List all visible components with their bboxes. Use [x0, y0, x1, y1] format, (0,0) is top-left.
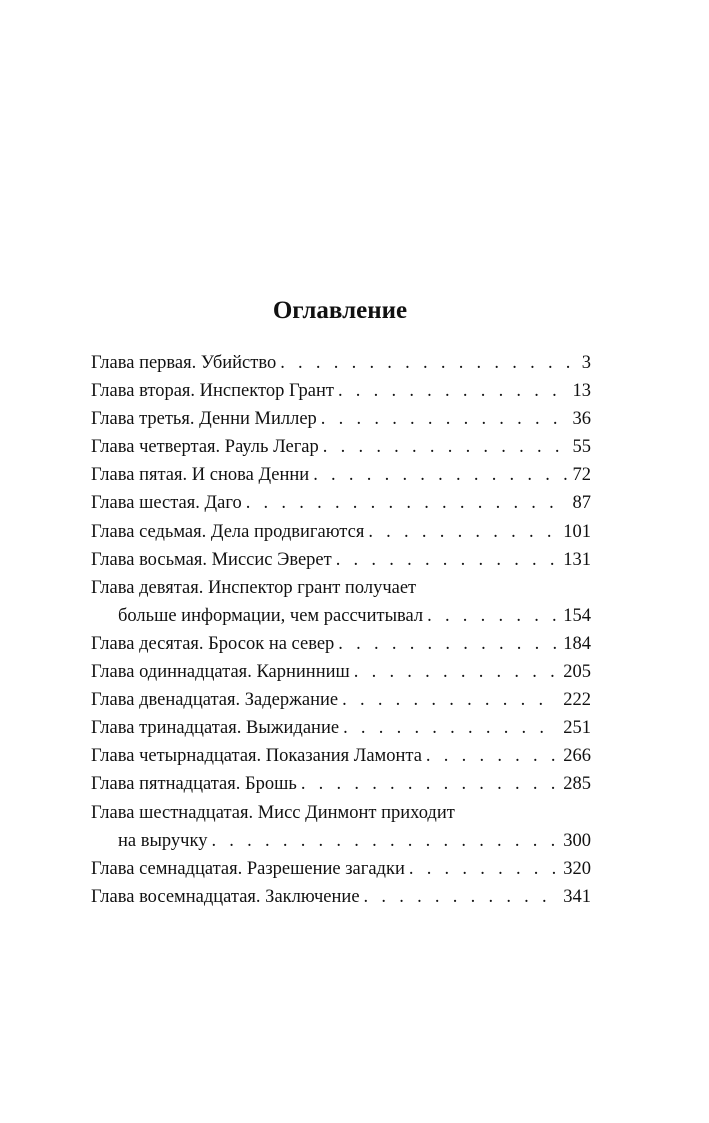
toc-entry-page: 266 — [563, 746, 591, 767]
toc-entry-page: 205 — [563, 662, 591, 683]
toc-entry-8 — [91, 546, 591, 574]
toc-entry-title: Глава третья. Денни Миллер — [91, 409, 317, 430]
toc-entry-page: 300 — [563, 830, 591, 851]
toc-entry-16 — [91, 799, 591, 855]
toc-entry-14 — [91, 742, 591, 770]
toc-entry-18 — [91, 883, 591, 911]
toc-entry-5 — [91, 461, 591, 489]
toc-entry-17 — [91, 855, 591, 883]
toc-entry-page: 285 — [563, 774, 591, 795]
toc-entry-10 — [91, 630, 591, 658]
dot-leader — [334, 630, 557, 658]
toc-entry-title: Глава пятнадцатая. Брошь — [91, 774, 297, 795]
dot-leader — [317, 405, 567, 433]
toc-entry-12 — [91, 686, 591, 714]
dot-leader — [423, 602, 557, 630]
dot-leader — [319, 433, 567, 461]
toc-entry-title: Глава седьмая. Дела продвигаются — [91, 521, 365, 542]
toc-entry-page: 131 — [563, 549, 591, 570]
toc-entry-page: 341 — [563, 886, 591, 907]
dot-leader — [422, 742, 557, 770]
dot-leader — [360, 883, 558, 911]
toc-entry-title: Глава двенадцатая. Задержание — [91, 690, 339, 711]
toc-entry-7 — [91, 518, 591, 546]
toc-entry-13 — [91, 714, 591, 742]
toc-entry-11 — [91, 658, 591, 686]
toc-entry-page: 184 — [563, 633, 591, 654]
toc-entry-3 — [91, 405, 591, 433]
toc-entry-title: Глава шестая. Даго — [91, 493, 242, 514]
dot-leader — [338, 686, 557, 714]
dot-leader — [405, 855, 557, 883]
toc-entry-title: Глава четырнадцатая. Показания Ламонта — [91, 746, 422, 767]
dot-leader — [334, 377, 567, 405]
toc-entry-page: 154 — [563, 605, 591, 626]
dot-leader — [332, 546, 558, 574]
toc-entry-page: 13 — [572, 381, 591, 402]
dot-leader — [276, 349, 576, 377]
toc-entry-title-continuation: на выручку — [118, 830, 208, 851]
toc-entry-title-continuation: больше информации, чем рассчитывал — [118, 605, 424, 626]
dot-leader — [364, 518, 557, 546]
toc-entry-title: Глава шестнадцатая. Мисс Динмонт приходит — [91, 802, 455, 823]
toc-entry-page: 55 — [572, 437, 591, 458]
toc-entry-title: Глава восьмая. Миссис Эверет — [91, 549, 332, 570]
toc-entry-2 — [91, 377, 591, 405]
toc-entry-title: Глава первая. Убийство — [91, 353, 277, 373]
toc-entry-title: Глава десятая. Бросок на север — [91, 633, 335, 654]
page-title: Оглавление — [272, 297, 408, 324]
toc-entry-1 — [91, 349, 591, 377]
dot-leader — [297, 770, 557, 798]
toc-entry-page: 72 — [572, 465, 591, 486]
toc-entry-title: Глава восемнадцатая. Заключение — [91, 886, 360, 907]
dot-leader — [350, 658, 558, 686]
toc-entry-4 — [91, 433, 591, 461]
toc-entry-title: Глава пятая. И снова Денни — [91, 465, 310, 486]
toc-entry-page: 36 — [572, 409, 591, 430]
toc-entry-page: 320 — [563, 858, 591, 879]
toc-entry-9 — [91, 574, 591, 630]
toc-entry-page: 3 — [581, 353, 591, 373]
toc-entry-page: 87 — [572, 493, 591, 514]
toc-entry-15 — [91, 770, 591, 798]
table-of-contents — [91, 349, 591, 911]
toc-entry-title: Глава семнадцатая. Разрешение загадки — [91, 858, 405, 879]
toc-entry-title: Глава вторая. Инспектор Грант — [91, 381, 334, 402]
toc-entry-title: Глава тринадцатая. Выжидание — [91, 718, 340, 739]
dot-leader — [207, 827, 557, 855]
toc-entry-title: Глава четвертая. Рауль Легар — [91, 437, 319, 458]
toc-entry-6 — [91, 489, 591, 517]
dot-leader — [242, 489, 567, 517]
dot-leader — [309, 461, 566, 489]
toc-entry-title: Глава девятая. Инспектор грант получает — [91, 577, 417, 598]
dot-leader — [339, 714, 557, 742]
toc-entry-page: 101 — [563, 521, 591, 542]
toc-entry-page: 222 — [563, 690, 591, 711]
toc-entry-page: 251 — [563, 718, 591, 739]
toc-entry-title: Глава одиннадцатая. Карнинниш — [91, 662, 350, 683]
